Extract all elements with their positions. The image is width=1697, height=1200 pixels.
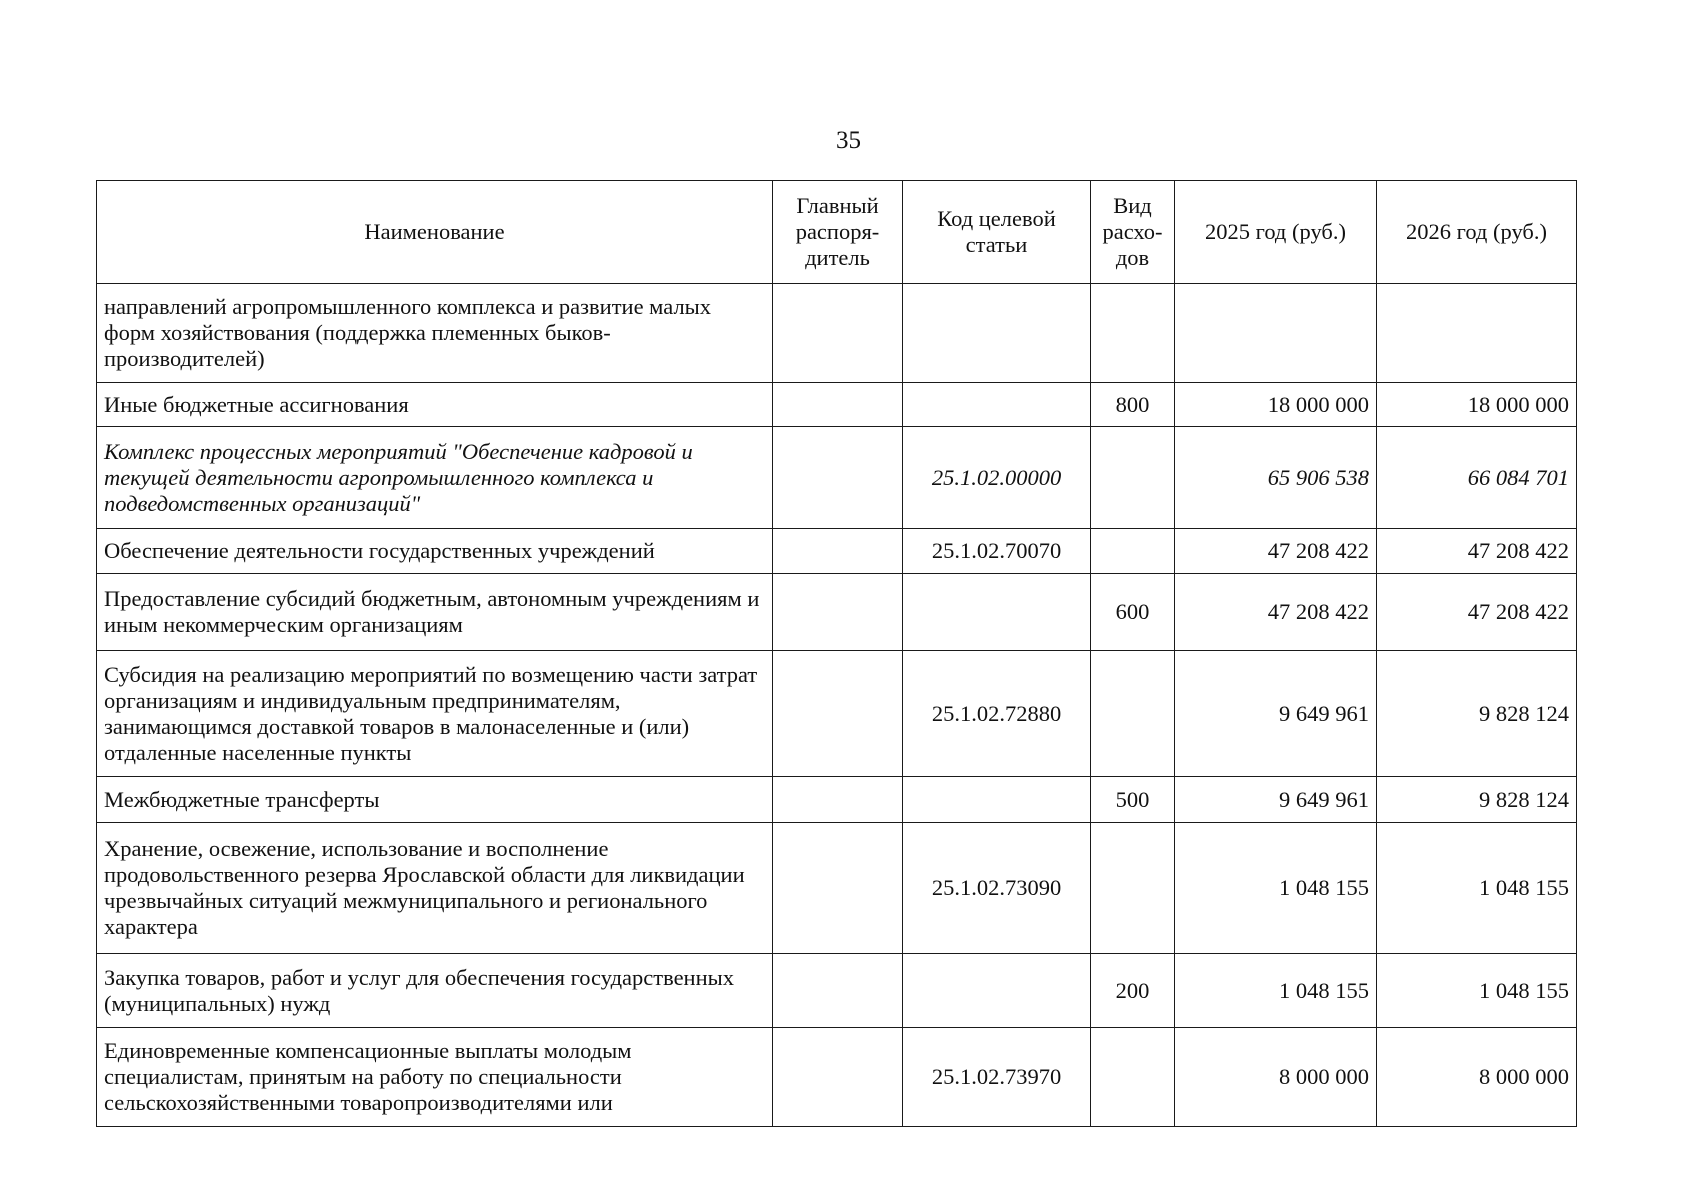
table-row bbox=[97, 529, 1577, 574]
row-kind: 800 bbox=[1091, 383, 1175, 427]
row-code bbox=[903, 383, 1091, 427]
table-row bbox=[97, 651, 1577, 777]
row-code bbox=[903, 777, 1091, 823]
row-2026: 1 048 155 bbox=[1377, 954, 1577, 1028]
row-2025: 1 048 155 bbox=[1175, 823, 1377, 954]
row-kind bbox=[1091, 1028, 1175, 1127]
row-name: Предоставление субсидий бюджетным, автономным учреждениям и иным некоммерческим организациям bbox=[97, 574, 773, 651]
row-2026: 9 828 124 bbox=[1377, 651, 1577, 777]
row-2026: 1 048 155 bbox=[1377, 823, 1577, 954]
row-2025: 18 000 000 bbox=[1175, 383, 1377, 427]
row-manager bbox=[773, 1028, 903, 1127]
table-row bbox=[97, 777, 1577, 823]
header-2025: 2025 год (руб.) bbox=[1175, 181, 1377, 284]
row-manager bbox=[773, 651, 903, 777]
row-name: Закупка товаров, работ и услуг для обеспечения государственных (муниципальных) нужд bbox=[97, 954, 773, 1028]
row-2025: 1 048 155 bbox=[1175, 954, 1377, 1028]
row-2026: 18 000 000 bbox=[1377, 383, 1577, 427]
row-manager bbox=[773, 823, 903, 954]
table-row bbox=[97, 1028, 1577, 1127]
row-name: Хранение, освежение, использование и восполнение продовольственного резерва Ярославской области для ликвидации чрезвычайных ситуаций межмуниципального и регионального характера bbox=[97, 823, 773, 954]
row-2026: 8 000 000 bbox=[1377, 1028, 1577, 1127]
row-manager bbox=[773, 284, 903, 383]
header-kind: Вид расхо-дов bbox=[1091, 181, 1175, 284]
row-2026: 47 208 422 bbox=[1377, 529, 1577, 574]
header-manager: Главный распоря-дитель bbox=[773, 181, 903, 284]
row-kind bbox=[1091, 651, 1175, 777]
row-manager bbox=[773, 383, 903, 427]
row-2025: 9 649 961 bbox=[1175, 777, 1377, 823]
table-row bbox=[97, 284, 1577, 383]
table-row bbox=[97, 574, 1577, 651]
header-name: Наименование bbox=[97, 181, 773, 284]
row-code: 25.1.02.73970 bbox=[903, 1028, 1091, 1127]
row-manager bbox=[773, 777, 903, 823]
row-2025: 47 208 422 bbox=[1175, 529, 1377, 574]
row-name: Иные бюджетные ассигнования bbox=[97, 383, 773, 427]
table-row bbox=[97, 823, 1577, 954]
table-row bbox=[97, 954, 1577, 1028]
row-2025 bbox=[1175, 284, 1377, 383]
page-number: 35 bbox=[836, 127, 861, 154]
row-code: 25.1.02.00000 bbox=[903, 427, 1091, 529]
row-kind bbox=[1091, 284, 1175, 383]
row-code: 25.1.02.73090 bbox=[903, 823, 1091, 954]
row-manager bbox=[773, 529, 903, 574]
row-2025: 65 906 538 bbox=[1175, 427, 1377, 529]
row-2025: 9 649 961 bbox=[1175, 651, 1377, 777]
row-kind bbox=[1091, 427, 1175, 529]
row-2026 bbox=[1377, 284, 1577, 383]
row-2026: 47 208 422 bbox=[1377, 574, 1577, 651]
row-name: направлений агропромышленного комплекса и развитие малых форм хозяйствования (поддержка племенных быков-производителей) bbox=[97, 284, 773, 383]
row-kind: 600 bbox=[1091, 574, 1175, 651]
row-code: 25.1.02.72880 bbox=[903, 651, 1091, 777]
row-name: Комплекс процессных мероприятий "Обеспечение кадровой и текущей деятельности агропромышленного комплекса и подведомственных организаций" bbox=[97, 427, 773, 529]
row-2025: 8 000 000 bbox=[1175, 1028, 1377, 1127]
row-2025: 47 208 422 bbox=[1175, 574, 1377, 651]
row-2026: 9 828 124 bbox=[1377, 777, 1577, 823]
row-name: Обеспечение деятельности государственных учреждений bbox=[97, 529, 773, 574]
row-kind bbox=[1091, 529, 1175, 574]
row-code: 25.1.02.70070 bbox=[903, 529, 1091, 574]
budget-table bbox=[96, 180, 1577, 1127]
row-kind bbox=[1091, 823, 1175, 954]
row-name: Единовременные компенсационные выплаты молодым специалистам, принятым на работу по специальности сельскохозяйственными товаропроизводителями или bbox=[97, 1028, 773, 1127]
table-header-row bbox=[97, 181, 1577, 284]
row-manager bbox=[773, 954, 903, 1028]
row-name: Субсидия на реализацию мероприятий по возмещению части затрат организациям и индивидуальным предпринимателям, занимающимся доставкой товаров в малонаселенные и (или) отдаленные населенные пункты bbox=[97, 651, 773, 777]
row-manager bbox=[773, 427, 903, 529]
table-row bbox=[97, 427, 1577, 529]
table-row bbox=[97, 383, 1577, 427]
header-2026: 2026 год (руб.) bbox=[1377, 181, 1577, 284]
row-manager bbox=[773, 574, 903, 651]
row-2026: 66 084 701 bbox=[1377, 427, 1577, 529]
row-kind: 200 bbox=[1091, 954, 1175, 1028]
row-name: Межбюджетные трансферты bbox=[97, 777, 773, 823]
row-kind: 500 bbox=[1091, 777, 1175, 823]
row-code bbox=[903, 954, 1091, 1028]
row-code bbox=[903, 284, 1091, 383]
header-code: Код целевой статьи bbox=[903, 181, 1091, 284]
row-code bbox=[903, 574, 1091, 651]
